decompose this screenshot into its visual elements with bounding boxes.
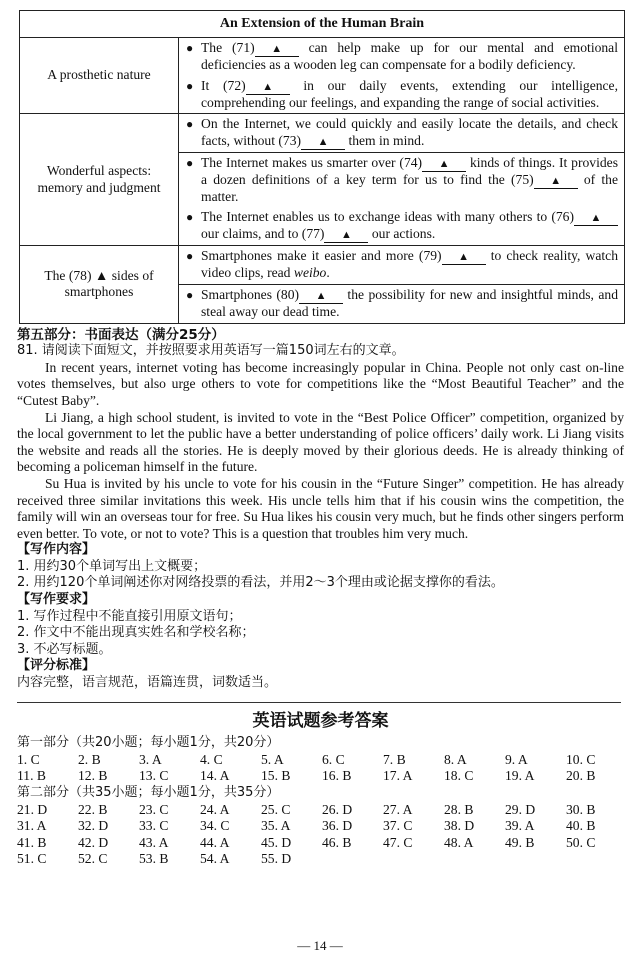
answer-item: 50. C bbox=[566, 834, 596, 850]
cell-block bbox=[179, 152, 624, 246]
answer-item: 48. A bbox=[444, 834, 474, 850]
weibo-word: weibo bbox=[293, 265, 327, 281]
answer-row bbox=[17, 752, 624, 769]
answer-item: 38. D bbox=[444, 818, 475, 834]
content-cell bbox=[179, 246, 625, 323]
bullet-text: It (72) bbox=[201, 77, 246, 93]
answer-item: 29. D bbox=[505, 801, 536, 817]
answer-item: 13. C bbox=[139, 768, 169, 784]
answer-item: 33. C bbox=[139, 818, 169, 834]
answer-item: 8. A bbox=[444, 751, 467, 767]
table-row bbox=[20, 114, 625, 246]
requirement-item-2: 2. 作文中不能出现真实姓名和学校名称； bbox=[17, 625, 255, 641]
divider bbox=[17, 702, 621, 703]
bullet-text: On the Internet, we could quickly and easily locate the details, and check facts, without (73) bbox=[201, 116, 618, 148]
answers-title: 英语试题参考答案 bbox=[252, 710, 389, 731]
answer-item: 1. C bbox=[17, 751, 40, 767]
answer-item: 47. C bbox=[383, 834, 413, 850]
answer-item: 43. A bbox=[139, 834, 169, 850]
section5-heading: 第五部分：书面表达（满分25分） bbox=[17, 326, 225, 343]
grading-text: 内容完整，语言规范，语篇连贯，词数适当。 bbox=[17, 675, 278, 691]
triangle-icon: ▲ bbox=[458, 251, 470, 264]
bullet-text: in our daily events, extending our intelligence, comprehending our feelings, and expanding the range of social activities. bbox=[201, 77, 618, 110]
answer-item: 42. D bbox=[78, 834, 109, 850]
answer-item: 2. B bbox=[78, 751, 101, 767]
bullet-text: to check reality, watch video clips, read bbox=[201, 248, 619, 281]
cell-block bbox=[179, 246, 624, 284]
answer-item: 52. C bbox=[78, 851, 108, 867]
answer-item: 16. B bbox=[322, 768, 352, 784]
answer-row bbox=[17, 818, 624, 835]
requirement-item-1: 1. 写作过程中不能直接引用原文语句； bbox=[17, 608, 242, 624]
answer-item: 3. A bbox=[139, 751, 162, 767]
answer-item: 35. A bbox=[261, 818, 291, 834]
table-body bbox=[20, 38, 625, 324]
answer-item: 30. B bbox=[566, 801, 596, 817]
triangle-icon: ▲ bbox=[317, 135, 329, 148]
answer-item: 11. B bbox=[17, 768, 46, 784]
content-item-1: 1. 用约30个单词写出上文概要； bbox=[17, 558, 207, 574]
bullet-point bbox=[179, 207, 624, 245]
requirements-heading: 【写作要求】 bbox=[17, 592, 96, 608]
answer-item: 12. B bbox=[78, 768, 108, 784]
answer-blank bbox=[534, 173, 578, 189]
bullet-point bbox=[179, 76, 624, 114]
answer-row bbox=[17, 768, 624, 785]
bullet-text: The (71) bbox=[201, 40, 255, 55]
table-row bbox=[20, 246, 625, 323]
answer-item: 34. C bbox=[200, 818, 230, 834]
answer-item: 4. C bbox=[200, 751, 223, 767]
answer-item: 37. C bbox=[383, 818, 413, 834]
bullet-text: The Internet enables us to exchange ideas with many others to (76) bbox=[201, 209, 574, 225]
answer-item: 54. A bbox=[200, 851, 230, 867]
bullet-point bbox=[179, 246, 624, 284]
part2-answers bbox=[17, 802, 624, 868]
passage-paragraph-2: Li Jiang, a high school student, is invited to vote in the “Best Police Officer” competition, organized by the local government to let the public have a better understanding of police officers’ daily work. Li Jiang visits the website and reads all the stories. He is deeply moved by their glorious deeds. He is already thinking of becoming a policeman himself in the future. bbox=[17, 409, 624, 475]
answer-item: 25. C bbox=[261, 801, 291, 817]
bullet-point bbox=[179, 38, 624, 76]
answer-item: 17. A bbox=[383, 768, 413, 784]
answer-blank bbox=[246, 79, 290, 95]
answer-item: 22. B bbox=[78, 801, 108, 817]
answer-blank bbox=[324, 227, 368, 243]
bullet-text: of the matter. bbox=[201, 171, 618, 204]
content-item-2: 2. 用约120个单词阐述你对网络投票的看法，并用2～3个理由或论据支撑你的看法。 bbox=[17, 575, 504, 591]
answer-item: 55. D bbox=[261, 851, 292, 867]
answer-item: 27. A bbox=[383, 801, 413, 817]
writing-prompt: 81. 请阅读下面短文，并按照要求用英语写一篇150词左右的文章。 bbox=[17, 343, 405, 359]
triangle-icon: ▲ bbox=[341, 229, 352, 242]
bullet-text: our claims, and to (77) bbox=[201, 226, 325, 242]
answer-item: 6. C bbox=[322, 751, 345, 767]
passage-paragraph-1: In recent years, internet voting has become increasingly popular in China. People not only cast on-line votes themselves, but also urge others to vote for competitions like the “Most Beautiful Teacher” and the “Cutest Baby”. bbox=[17, 359, 624, 408]
bullet-text: them in mind. bbox=[345, 132, 425, 148]
bullet-text: kinds of things. It provides a dozen definitions of a key term for us to find the (75) bbox=[201, 154, 618, 187]
bullet-text: can help make up for our mental and emotional deficiencies as a wooden leg can compensate for a bodily deficiency. bbox=[201, 40, 618, 72]
answer-item: 53. B bbox=[139, 851, 169, 867]
answer-item: 18. C bbox=[444, 768, 474, 784]
answer-item: 19. A bbox=[505, 768, 535, 784]
requirement-item-3: 3. 不必写标题。 bbox=[17, 641, 112, 657]
answer-item: 5. A bbox=[261, 751, 284, 767]
content-cell bbox=[179, 38, 625, 114]
answer-item: 32. D bbox=[78, 818, 109, 834]
answer-item: 24. A bbox=[200, 801, 230, 817]
answer-item: 9. A bbox=[505, 751, 528, 767]
answer-blank bbox=[299, 288, 343, 304]
aspect-cell: The (78) ▲ sides of smartphones bbox=[20, 246, 179, 323]
answer-row bbox=[17, 835, 624, 852]
answer-item: 14. A bbox=[200, 768, 230, 784]
answer-blank bbox=[301, 134, 345, 150]
bullet-text: . bbox=[326, 265, 330, 281]
answer-blank bbox=[574, 210, 618, 226]
answer-item: 39. A bbox=[505, 818, 535, 834]
answer-item: 7. B bbox=[383, 751, 406, 767]
answer-blank bbox=[442, 249, 486, 265]
bullet-point bbox=[179, 114, 624, 152]
answer-item: 51. C bbox=[17, 851, 47, 867]
content-heading: 【写作内容】 bbox=[17, 542, 96, 558]
answer-item: 44. A bbox=[200, 834, 230, 850]
bullet-point bbox=[179, 153, 624, 208]
table-row bbox=[20, 38, 625, 114]
table-title: An Extension of the Human Brain bbox=[20, 11, 625, 38]
triangle-icon: ▲ bbox=[590, 212, 602, 225]
page-number: — 14 — bbox=[297, 938, 343, 953]
answer-item: 20. B bbox=[566, 768, 596, 784]
answer-blank bbox=[255, 41, 299, 57]
answer-item: 40. B bbox=[566, 818, 596, 834]
bullet-text: The Internet makes us smarter over (74) bbox=[201, 154, 423, 170]
answer-item: 15. B bbox=[261, 768, 291, 784]
bullet-text: Smartphones make it easier and more (79) bbox=[201, 248, 442, 264]
bullet-text: Smartphones (80) bbox=[201, 286, 300, 302]
part1-heading: 第一部分（共20小题；每小题1分，共20分） bbox=[17, 735, 280, 751]
triangle-icon: ▲ bbox=[271, 43, 283, 55]
answer-item: 31. A bbox=[17, 818, 47, 834]
answer-item: 28. B bbox=[444, 801, 474, 817]
triangle-icon: ▲ bbox=[550, 174, 562, 187]
part1-answers bbox=[17, 752, 624, 785]
triangle-icon: ▲ bbox=[315, 289, 327, 302]
answer-row bbox=[17, 851, 624, 868]
answer-item: 41. B bbox=[17, 834, 47, 850]
cell-block bbox=[179, 284, 624, 323]
aspect-cell: Wonderful aspects: memory and judgment bbox=[20, 114, 179, 246]
answer-blank bbox=[422, 156, 466, 172]
cell-block bbox=[179, 38, 624, 113]
bullet-point bbox=[179, 285, 624, 323]
answer-item: 10. C bbox=[566, 751, 596, 767]
answer-item: 49. B bbox=[505, 834, 535, 850]
content-cell bbox=[179, 114, 625, 246]
part2-heading: 第二部分（共35小题；每小题1分，共35分） bbox=[17, 785, 280, 800]
answer-item: 46. B bbox=[322, 834, 352, 850]
answer-item: 21. D bbox=[17, 801, 48, 817]
passage-paragraph-3: Su Hua is invited by his uncle to vote for his cousin in the “Future Singer” competition. He has already received three similar invitations this week. His uncle tells him that if his cousin wins the competition, the family will win an overseas tour for free. Su Hua likes his cousin very much, but he finds other singers perform even better. To vote, or not to vote? This is a question that troubles him very much. bbox=[17, 475, 624, 541]
grading-heading: 【评分标准】 bbox=[17, 658, 96, 674]
answer-item: 23. C bbox=[139, 801, 169, 817]
triangle-icon: ▲ bbox=[438, 157, 450, 170]
answer-row bbox=[17, 802, 624, 819]
bullet-text: the possibility for new and insightful minds, and steal away our dead time. bbox=[201, 286, 618, 319]
extension-table bbox=[19, 10, 625, 324]
triangle-icon: ▲ bbox=[262, 80, 274, 93]
answer-item: 45. D bbox=[261, 834, 292, 850]
cell-block bbox=[179, 114, 624, 152]
bullet-text: our actions. bbox=[368, 226, 436, 242]
answer-item: 36. D bbox=[322, 818, 353, 834]
aspect-cell: A prosthetic nature bbox=[20, 38, 179, 114]
answer-item: 26. D bbox=[322, 801, 353, 817]
